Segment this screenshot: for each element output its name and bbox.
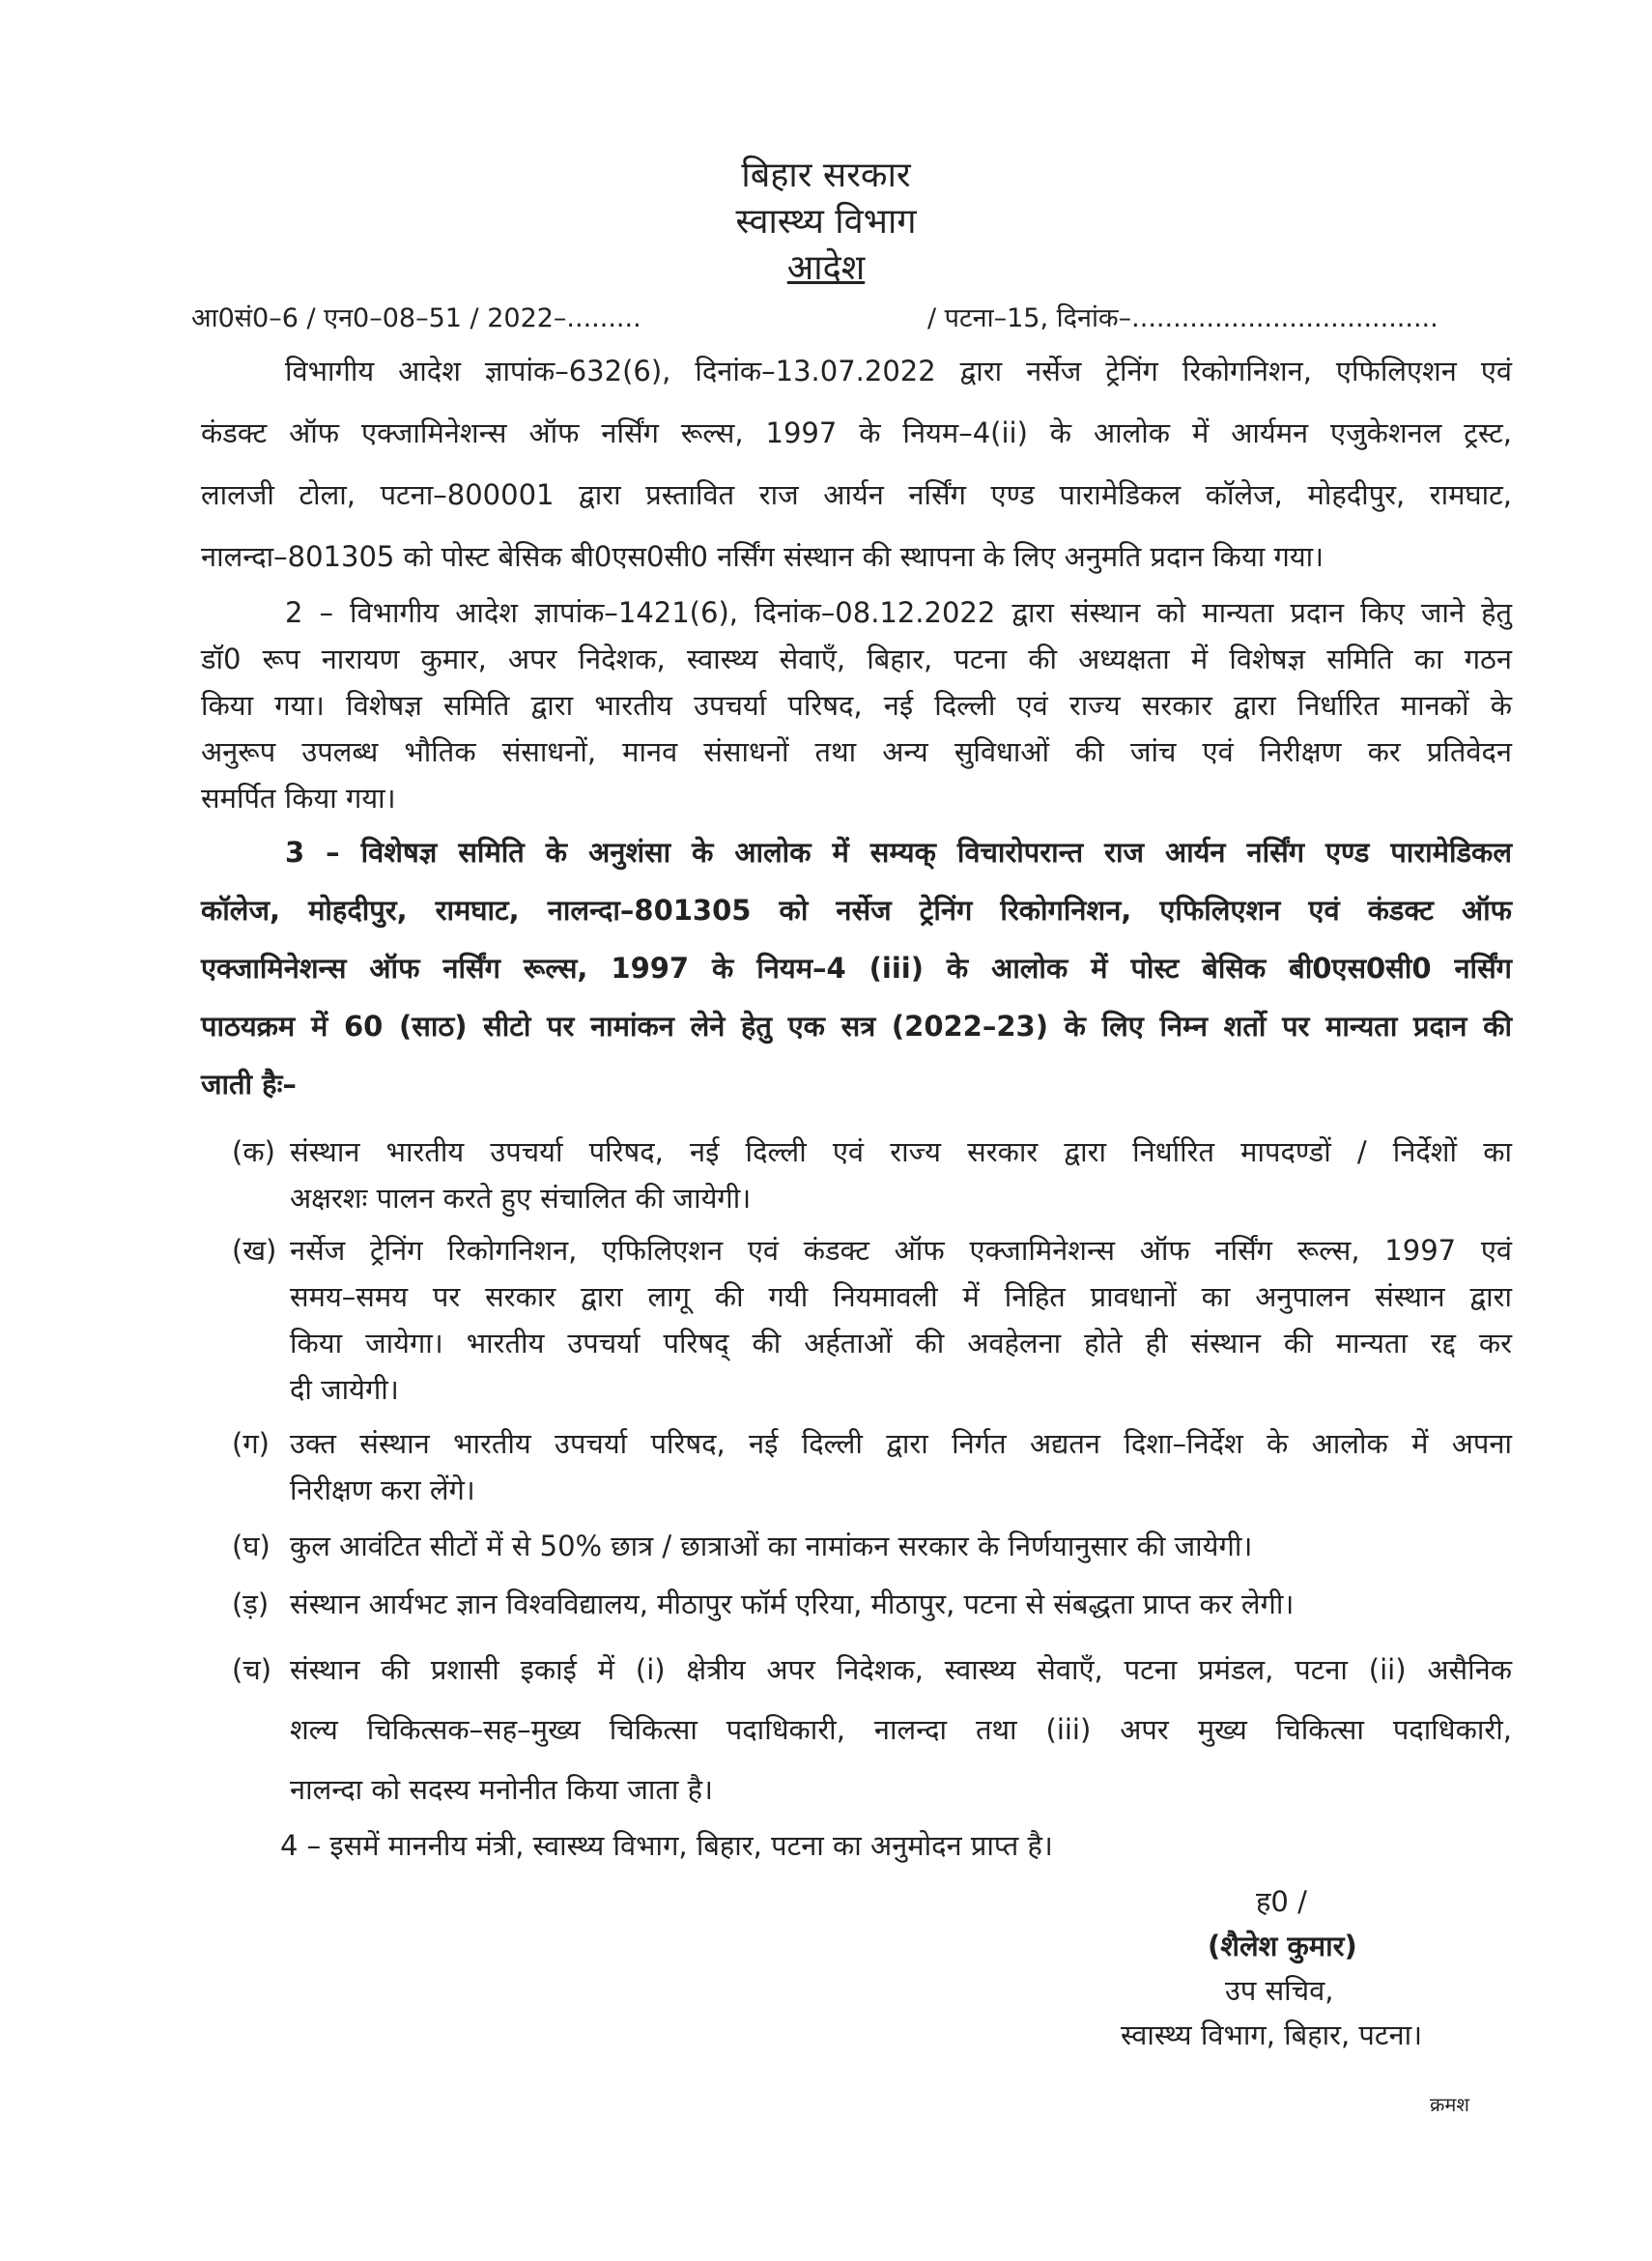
- para1-line: विभागीय आदेश ज्ञापांक–632(6), दिनांक–13.07.2022 द्वारा नर्सेज ट्रेनिंग रिकोगनिशन, एफिलिएशन एवं: [285, 355, 1512, 387]
- condition-line: निरीक्षण करा लेंगे।: [290, 1474, 475, 1506]
- para1-line: नालन्दा–801305 को पोस्ट बेसिक बी0एस0सी0 नर्सिंग संस्थान की स्थापना के लिए अनुमति प्रदान किया गया।: [201, 540, 1324, 573]
- header-line-1: बिहार सरकार: [741, 156, 911, 195]
- condition-marker: (ड़): [232, 1588, 270, 1620]
- condition-line: संस्थान आर्यभट ज्ञान विश्वविद्यालय, मीठापुर फॉर्म एरिया, मीठापुर, पटना से संबद्धता प्राप्त कर लेगी।: [290, 1588, 1295, 1620]
- condition-line: उक्त संस्थान भारतीय उपचर्या परिषद, नई दिल्ली द्वारा निर्गत अद्यतन दिशा–निर्देश के आलोक में अपना: [290, 1427, 1512, 1460]
- para1-line: लालजी टोला, पटना–800001 द्वारा प्रस्तावित राज आर्यन नर्सिंग एण्ड पारामेडिकल कॉलेज, मोहदीपुर, रामघाट,: [201, 478, 1512, 511]
- approval-line: 4 – इसमें माननीय मंत्री, स्वास्थ्य विभाग, बिहार, पटना का अनुमोदन प्राप्त है।: [280, 1829, 1053, 1862]
- condition-line: दी जायेगी।: [290, 1373, 399, 1406]
- condition-line: नर्सेज ट्रेनिंग रिकोगनिशन, एफिलिएशन एवं कंडक्ट ऑफ एक्जामिनेशन्स ऑफ नर्सिंग रूल्स, 1997 एवं: [290, 1234, 1512, 1267]
- para2-line: 2 – विभागीय आदेश ज्ञापांक–1421(6), दिनांक–08.12.2022 द्वारा संस्थान को मान्यता प्रदान किए जाने हेतु: [285, 596, 1512, 629]
- order-title: आदेश: [786, 248, 866, 288]
- condition-marker: (च): [232, 1653, 272, 1686]
- signature-mark: ह0 /: [1256, 1885, 1307, 1918]
- condition-line: समय–समय पर सरकार द्वारा लागू की गयी नियमावली में निहित प्रावधानों का अनुपालन संस्थान द्वारा: [290, 1280, 1512, 1313]
- para3-line: एक्जामिनेशन्स ऑफ नर्सिंग रूल्स, 1997 के नियम–4 (iii) के आलोक में पोस्ट बेसिक बी0एस0सी0 नर्सिंग: [201, 952, 1512, 985]
- reference-number: आ0सं0–6 / एन0–08–51 / 2022–.........: [191, 303, 641, 333]
- para2-line: डॉ0 रूप नारायण कुमार, अपर निदेशक, स्वास्थ्य सेवाएँ, बिहार, पटना की अध्यक्षता में विशेषज्ञ समिति का गठन: [201, 643, 1512, 675]
- condition-line: शल्य चिकित्सक–सह–मुख्य चिकित्सा पदाधिकारी, नालन्दा तथा (iii) अपर मुख्य चिकित्सा पदाधिकारी,: [290, 1713, 1512, 1746]
- para3-line: पाठयक्रम में 60 (साठ) सीटो पर नामांकन लेने हेतु एक सत्र (2022–23) के लिए निम्न शर्तो पर मान्यता प्रदान की: [201, 1010, 1512, 1043]
- para1-line: कंडक्ट ऑफ एक्जामिनेशन्स ऑफ नर्सिंग रूल्स, 1997 के नियम–4(ii) के आलोक में आर्यमन एजुकेशनल ट्रस्ट,: [201, 416, 1512, 449]
- condition-line: नालन्दा को सदस्य मनोनीत किया जाता है।: [290, 1773, 713, 1806]
- condition-line: संस्थान भारतीय उपचर्या परिषद, नई दिल्ली एवं राज्य सरकार द्वारा निर्धारित मापदण्डों / निर्देशों का: [290, 1135, 1512, 1168]
- para3-line: कॉलेज, मोहदीपुर, रामघाट, नालन्दा–801305 को नर्सेज ट्रेनिंग रिकोगनिशन, एफिलिएशन एवं कंडक्ट ऑफ: [201, 894, 1512, 927]
- para3-line: 3 – विशेषज्ञ समिति के अनुशंसा के आलोक में सम्यक् विचारोपरान्त राज आर्यन नर्सिंग एण्ड पारामेडिकल: [285, 836, 1512, 869]
- para3-line: जाती हैः–: [201, 1068, 297, 1101]
- condition-marker: (घ): [232, 1530, 271, 1562]
- continued-note: क्रमश: [1430, 2093, 1469, 2116]
- signatory-office: स्वास्थ्य विभाग, बिहार, पटना।: [1121, 2018, 1423, 2051]
- condition-marker: (क): [232, 1135, 275, 1168]
- condition-line: कुल आवंटित सीटों में से 50% छात्र / छात्राओं का नामांकन सरकार के निर्णयानुसार की जायेगी।: [290, 1530, 1253, 1562]
- para2-line: किया गया। विशेषज्ञ समिति द्वारा भारतीय उपचर्या परिषद, नई दिल्ली एवं राज्य सरकार द्वारा निर्धारित मानकों के: [201, 689, 1512, 722]
- signatory-name: (शैलेश कुमार): [1208, 1930, 1357, 1962]
- condition-line: किया जायेगा। भारतीय उपचर्या परिषद् की अर्हताओं की अवहेलना होते ही संस्थान की मान्यता रद्द कर: [290, 1327, 1512, 1359]
- place-date: / पटना–15, दिनांक–.....................................: [927, 303, 1438, 333]
- signatory-designation: उप सचिव,: [1225, 1974, 1334, 2007]
- para2-line: समर्पित किया गया।: [201, 782, 396, 815]
- condition-line: अक्षरशः पालन करते हुए संचालित की जायेगी।: [290, 1182, 752, 1215]
- condition-marker: (ग): [232, 1427, 270, 1460]
- condition-marker: (ख): [232, 1234, 277, 1267]
- condition-line: संस्थान की प्रशासी इकाई में (i) क्षेत्रीय अपर निदेशक, स्वास्थ्य सेवाएँ, पटना प्रमंडल, पटना (ii) असैनिक: [290, 1653, 1512, 1686]
- para2-line: अनुरूप उपलब्ध भौतिक संसाधनों, मानव संसाधनों तथा अन्य सुविधाओं की जांच एवं निरीक्षण कर प्रतिवेदन: [201, 735, 1512, 768]
- header-line-2: स्वास्थ्य विभाग: [735, 202, 917, 242]
